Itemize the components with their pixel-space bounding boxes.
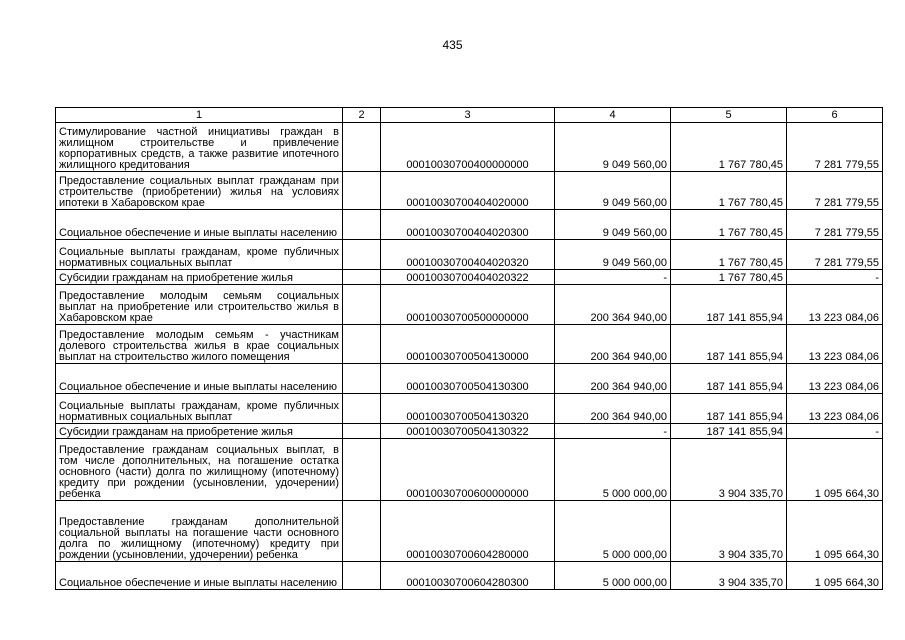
row-description: Предоставление гражданам социальных выплат, в том числе дополнительных, на погашение остатка основного (части) долга по жилищному (ипотечному) кредиту при рождении (усыновлении, удочерении) ребенка	[56, 439, 343, 501]
table-row	[56, 210, 883, 240]
row-value-6: 7 281 779,55	[787, 123, 883, 172]
row-value-4: -	[555, 424, 671, 439]
row-column-2	[343, 562, 381, 590]
row-code: 00010030700600000000	[381, 439, 555, 501]
row-code: 00010030700504130322	[381, 424, 555, 439]
row-value-4: 5 000 000,00	[555, 562, 671, 590]
budget-table	[55, 107, 883, 590]
row-value-6: 7 281 779,55	[787, 240, 883, 270]
row-value-4: 200 364 940,00	[555, 285, 671, 325]
table-row	[56, 270, 883, 285]
row-value-6: 13 223 084,06	[787, 364, 883, 394]
row-value-5: 187 141 855,94	[671, 424, 787, 439]
row-value-4: 9 049 560,00	[555, 172, 671, 210]
table-row	[56, 364, 883, 394]
row-value-4: 9 049 560,00	[555, 123, 671, 172]
row-value-4: 5 000 000,00	[555, 501, 671, 562]
row-column-2	[343, 439, 381, 501]
row-value-6: 1 095 664,30	[787, 501, 883, 562]
row-column-2	[343, 285, 381, 325]
row-column-2	[343, 424, 381, 439]
column-header-1: 1	[56, 108, 343, 123]
row-value-5: 3 904 335,70	[671, 501, 787, 562]
row-description: Социальное обеспечение и иные выплаты населению	[56, 210, 343, 240]
row-value-6: 7 281 779,55	[787, 210, 883, 240]
row-description: Социальные выплаты гражданам, кроме публичных нормативных социальных выплат	[56, 240, 343, 270]
table-row	[56, 285, 883, 325]
row-value-5: 1 767 780,45	[671, 123, 787, 172]
row-value-4: 9 049 560,00	[555, 210, 671, 240]
row-column-2	[343, 501, 381, 562]
row-column-2	[343, 325, 381, 364]
row-value-5: 1 767 780,45	[671, 210, 787, 240]
row-value-5: 1 767 780,45	[671, 172, 787, 210]
row-code: 00010030700404020322	[381, 270, 555, 285]
column-header-3: 3	[381, 108, 555, 123]
table-row	[56, 424, 883, 439]
row-description: Субсидии гражданам на приобретение жилья	[56, 270, 343, 285]
column-header-6: 6	[787, 108, 883, 123]
row-value-6: 13 223 084,06	[787, 285, 883, 325]
row-column-2	[343, 123, 381, 172]
row-value-4: 200 364 940,00	[555, 394, 671, 424]
row-value-5: 187 141 855,94	[671, 394, 787, 424]
table-header-row	[56, 108, 883, 123]
table-row	[56, 394, 883, 424]
table-row	[56, 240, 883, 270]
row-code: 00010030700604280300	[381, 562, 555, 590]
table-row	[56, 325, 883, 364]
row-value-4: 5 000 000,00	[555, 439, 671, 501]
table-row	[56, 172, 883, 210]
row-code: 00010030700404020300	[381, 210, 555, 240]
row-value-6: 1 095 664,30	[787, 439, 883, 501]
table-row	[56, 123, 883, 172]
row-value-5: 187 141 855,94	[671, 325, 787, 364]
table-row	[56, 562, 883, 590]
row-description: Социальные выплаты гражданам, кроме публичных нормативных социальных выплат	[56, 394, 343, 424]
row-description: Предоставление социальных выплат гражданам при строительстве (приобретении) жилья на условиях ипотеки в Хабаровском крае	[56, 172, 343, 210]
table-row	[56, 501, 883, 562]
row-value-5: 1 767 780,45	[671, 270, 787, 285]
page-number: 435	[442, 38, 463, 52]
row-value-5: 3 904 335,70	[671, 439, 787, 501]
row-description: Предоставление молодым семьям - участникам долевого строительства жилья в крае социальных выплат на строительство жилого помещения	[56, 325, 343, 364]
row-code: 00010030700604280000	[381, 501, 555, 562]
row-column-2	[343, 240, 381, 270]
row-code: 00010030700504130000	[381, 325, 555, 364]
row-column-2	[343, 270, 381, 285]
column-header-2: 2	[343, 108, 381, 123]
row-description: Предоставление молодым семьям социальных выплат на приобретение или строительство жилья в Хабаровском крае	[56, 285, 343, 325]
row-value-4: 9 049 560,00	[555, 240, 671, 270]
row-description: Стимулирование частной инициативы граждан в жилищном строительстве и привлечение корпоративных средств, а также развитие ипотечного жилищного кредитования	[56, 123, 343, 172]
row-description: Социальное обеспечение и иные выплаты населению	[56, 364, 343, 394]
row-value-6: -	[787, 424, 883, 439]
row-description: Социальное обеспечение и иные выплаты населению	[56, 562, 343, 590]
row-column-2	[343, 172, 381, 210]
row-value-5: 187 141 855,94	[671, 285, 787, 325]
row-value-6: 13 223 084,06	[787, 325, 883, 364]
row-column-2	[343, 210, 381, 240]
row-value-6: 13 223 084,06	[787, 394, 883, 424]
row-value-5: 187 141 855,94	[671, 364, 787, 394]
row-code: 00010030700400000000	[381, 123, 555, 172]
row-code: 00010030700500000000	[381, 285, 555, 325]
row-code: 00010030700404020000	[381, 172, 555, 210]
column-header-4: 4	[555, 108, 671, 123]
row-value-4: 200 364 940,00	[555, 325, 671, 364]
row-value-5: 3 904 335,70	[671, 562, 787, 590]
row-value-6: 1 095 664,30	[787, 562, 883, 590]
row-value-4: 200 364 940,00	[555, 364, 671, 394]
row-value-4: -	[555, 270, 671, 285]
row-description: Предоставление гражданам дополнительной социальной выплаты на погашение части основного долга по жилищному (ипотечному) кредиту при рождении (усыновлении, удочерении) ребенка	[56, 501, 343, 562]
row-value-6: 7 281 779,55	[787, 172, 883, 210]
row-value-6: -	[787, 270, 883, 285]
row-column-2	[343, 364, 381, 394]
row-value-5: 1 767 780,45	[671, 240, 787, 270]
row-code: 00010030700404020320	[381, 240, 555, 270]
row-column-2	[343, 394, 381, 424]
row-code: 00010030700504130320	[381, 394, 555, 424]
column-header-5: 5	[671, 108, 787, 123]
row-description: Субсидии гражданам на приобретение жилья	[56, 424, 343, 439]
row-code: 00010030700504130300	[381, 364, 555, 394]
table-row	[56, 439, 883, 501]
